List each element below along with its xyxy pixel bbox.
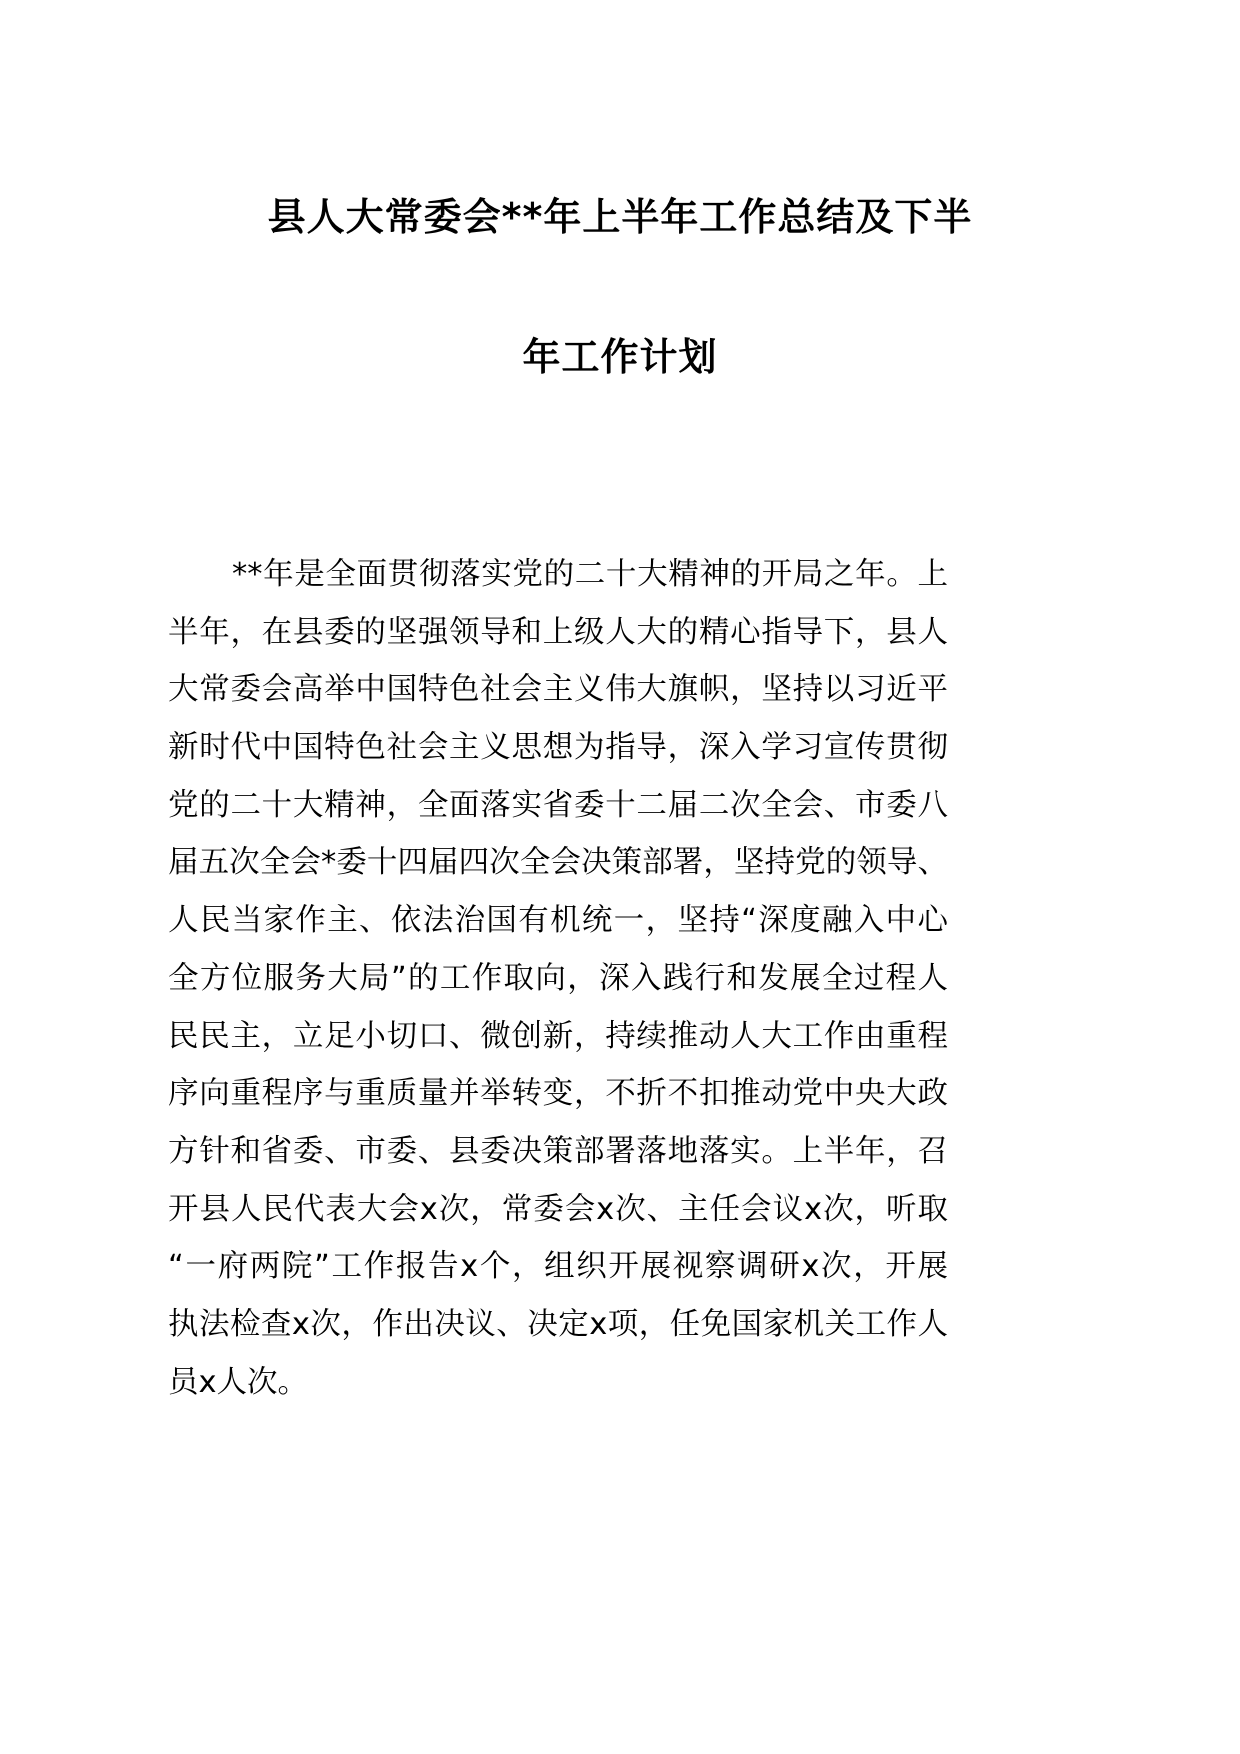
paragraph-line: 届五次全会*委十四届四次全会决策部署，坚持党的领导、 (168, 845, 948, 881)
paragraph-line: 人民当家作主、依法治国有机统一，坚持“深度融入中心 (168, 903, 948, 939)
paragraph-line: 员x人次。 (168, 1364, 309, 1400)
paragraph-line: 民民主，立足小切口、微创新，持续推动人大工作由重程 (168, 1018, 948, 1054)
paragraph-line: 全方位服务大局”的工作取向，深入践行和发展全过程人 (168, 960, 948, 996)
document-title-line-1: 县人大常委会**年上半年工作总结及下半 (267, 195, 973, 239)
paragraph-line: “一府两院”工作报告x个，组织开展视察调研x次，开展 (168, 1249, 948, 1285)
paragraph-line: 大常委会高举中国特色社会主义伟大旗帜，坚持以习近平 (168, 672, 948, 708)
paragraph-line: 序向重程序与重质量并举转变，不折不扣推动党中央大政 (168, 1076, 948, 1112)
paragraph-line: 党的二十大精神，全面落实省委十二届二次全会、市委八 (168, 787, 948, 823)
paragraph-line: 开县人民代表大会x次，常委会x次、主任会议x次，听取 (168, 1191, 948, 1227)
paragraph-line: 半年，在县委的坚强领导和上级人大的精心指导下，县人 (168, 614, 948, 650)
paragraph-line: 方针和省委、市委、县委决策部署落地落实。上半年，召 (168, 1133, 948, 1169)
body-paragraph (168, 546, 948, 1411)
paragraph-line: **年是全面贯彻落实党的二十大精神的开局之年。上 (232, 557, 948, 592)
paragraph-line: 执法检查x次，作出决议、决定x项，任免国家机关工作人 (168, 1306, 948, 1342)
paragraph-line: 新时代中国特色社会主义思想为指导，深入学习宣传贯彻 (168, 730, 948, 766)
document-title-line-2: 年工作计划 (522, 335, 718, 379)
